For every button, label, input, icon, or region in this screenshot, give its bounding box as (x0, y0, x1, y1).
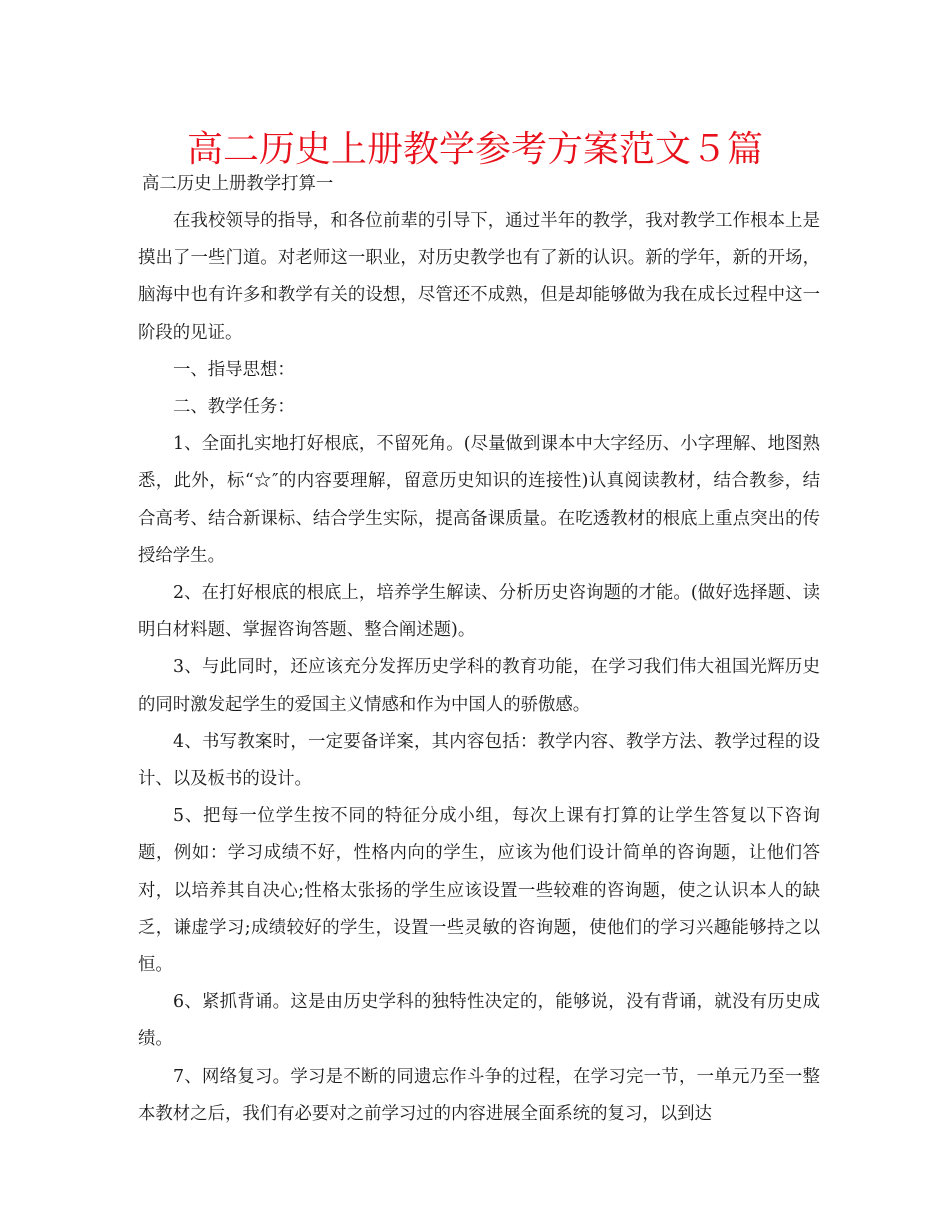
document-title: 高二历史上册教学参考方案范文５篇 (186, 129, 763, 170)
task-item-3: 3、与此同时，还应该充分发挥历史学科的教育功能，在学习我们伟大祖国光辉历史的同时激发起学生的爱国主义情感和作为中国人的骄傲感。 (138, 657, 820, 715)
task-item-1: 1、全面扎实地打好根底，不留死角。(尽量做到课本中大字经历、小字理解、地图熟悉，此外，标“☆″的内容要理解，留意历史知识的连接性)认真阅读教材，结合教参，结合高考、结合新课标、结合学生实际，提高备课质量。在吃透教材的根底上重点突出的传授给学生。 (138, 434, 820, 566)
task-item-2: 2、在打好根底的根底上，培养学生解读、分析历史咨询题的才能。(做好选择题、读明白材料题、掌握咨询答题、整合阐述题)。 (138, 583, 820, 641)
task-item-5: 5、把每一位学生按不同的特征分成小组，每次上课有打算的让学生答复以下咨询题，例如：学习成绩不好，性格内向的学生，应该为他们设计简单的咨询题，让他们答对，以培养其自决心;性格太张扬的学生应该设置一些较难的咨询题，使之认识本人的缺乏，谦虚学习;成绩较好的学生，设置一些灵敏的咨询题，使他们的学习兴趣能够持之以恒。 (138, 806, 820, 976)
heading-guiding-ideology: 一、指导思想： (173, 359, 295, 380)
section-subtitle: 高二历史上册教学打算一 (142, 174, 334, 194)
intro-paragraph: 在我校领导的指导，和各位前辈的引导下，通过半年的教学，我对教学工作根本上是摸出了一些门道。对老师这一职业，对历史教学也有了新的认识。新的学年，新的开场，脑海中也有许多和教学有关的设想，尽管还不成熟，但是却能够做为我在成长过程中这一阶段的见证。 (138, 211, 820, 343)
task-item-4: 4、书写教案时，一定要备详案，其内容包括：教学内容、教学方法、教学过程的设计、以及板书的设计。 (138, 731, 820, 790)
document-body (138, 168, 820, 1133)
heading-teaching-tasks: 二、教学任务： (173, 397, 295, 418)
task-item-7: 7、网络复习。学习是不断的同遗忘作斗争的过程，在学习完一节，一单元乃至一整本教材之后，我们有必要对之前学习过的内容进展全面系统的复习，以到达 (138, 1066, 820, 1124)
task-item-6: 6、紧抓背诵。这是由历史学科的独特性决定的，能够说，没有背诵，就没有历史成绩。 (138, 992, 820, 1050)
